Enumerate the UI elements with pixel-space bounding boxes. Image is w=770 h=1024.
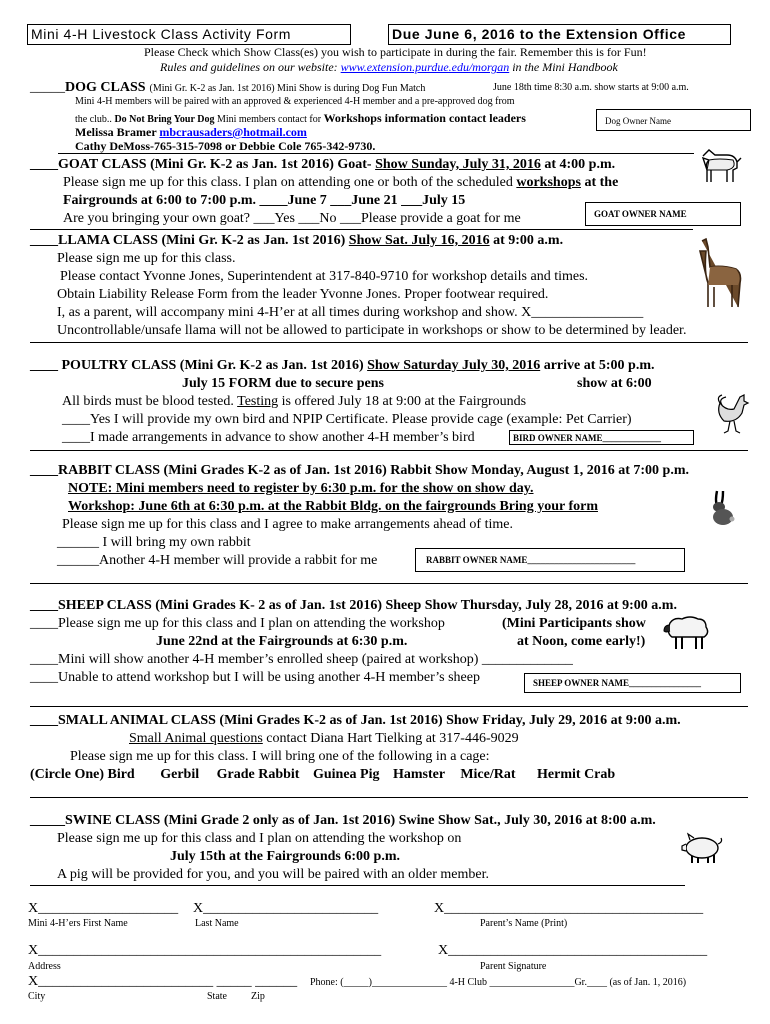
sheep-another-member: ____Mini will show another 4-H member’s enrolled sheep (paired at workshop) _____________	[30, 652, 573, 667]
divider	[30, 342, 748, 343]
address-field[interactable]: X_________________________________________________	[28, 943, 382, 958]
address-label: Address	[28, 961, 61, 972]
leader-email-link[interactable]: mbcrausaders@hotmail.com	[159, 125, 307, 139]
parent-signature-field[interactable]: X_____________________________________	[438, 943, 708, 958]
last-name-label: Last Name	[195, 918, 239, 929]
divider	[30, 706, 748, 707]
dog-time: June 18th time 8:30 a.m. show starts at 9:00 a.m.	[493, 82, 689, 93]
divider	[30, 797, 748, 798]
parent-signature-label: Parent Signature	[480, 961, 547, 972]
sheep-class-heading: ____SHEEP CLASS (Mini Grades K- 2 as of Jan. 1st 2016) Sheep Show Thursday, July 28, 2016 at 9:00 a.m.	[30, 598, 677, 613]
small-animal-questions: Small Animal questions contact Diana Hart Tielking at 317-446-9029	[129, 731, 519, 746]
first-name-label: Mini 4-H’ers First Name	[28, 918, 128, 929]
header-instructions: Please Check which Show Class(es) you wish to participate in during the fair. Remember this is for Fun!	[144, 45, 647, 59]
website-link[interactable]: www.extension.purdue.edu/morgan	[340, 60, 510, 74]
swine-class-heading: _____SWINE CLASS (Mini Grade 2 only as of Jan. 1st 2016) Swine Show Sat., July 30, 2016 at 8:00 a.m.	[30, 813, 656, 828]
poultry-own-bird: ____Yes I will provide my own bird and NPIP Certificate. Please provide cage (example: Pet Carrier)	[62, 412, 632, 427]
llama-icon	[692, 237, 748, 309]
divider	[58, 153, 694, 154]
option-hermit-crab[interactable]: Hermit Crab	[537, 767, 616, 782]
poultry-form-due: July 15 FORM due to secure pens	[182, 376, 384, 391]
pig-icon	[678, 832, 724, 866]
sheep-unable: ____Unable to attend workshop but I will be using another 4-H member’s sheep	[30, 670, 480, 685]
rooster-icon	[714, 393, 752, 437]
goat-workshops: Fairgrounds at 6:00 to 7:00 p.m. ____June 7 ___June 21 ___July 15	[63, 193, 466, 208]
rabbit-sign-up: Please sign me up for this class and I agree to make arrangements ahead of time.	[62, 517, 513, 532]
rabbit-workshop: Workshop: June 6th at 6:30 p.m. at the Rabbit Bldg. on the fairgrounds Bring your form	[68, 499, 598, 514]
parent-name-field[interactable]: X_____________________________________	[434, 901, 704, 916]
llama-info-2: Please contact Yvonne Jones, Superintendent at 317-840-9710 for workshop details and times.	[60, 269, 589, 284]
due-date: Due June 6, 2016 to the Extension Office	[388, 24, 731, 45]
option-hamster[interactable]: Hamster	[392, 767, 445, 782]
divider	[30, 583, 748, 584]
first-name-field[interactable]: X____________________	[28, 901, 179, 916]
llama-class-heading: ____LLAMA CLASS (Mini Gr. K-2 as Jan. 1st 2016) Show Sat. July 16, 2016 at 9:00 a.m.	[30, 233, 564, 248]
llama-info-1: Please sign me up for this class.	[57, 251, 236, 266]
header-website-line: Rules and guidelines on our website: www.extension.purdue.edu/morgan in the Mini Handbook	[160, 60, 618, 74]
city-state-zip-field[interactable]: X_________________________ _____ ______	[28, 974, 298, 989]
small-animal-sign-up: Please sign me up for this class. I will bring one of the following in a cage:	[70, 749, 490, 764]
dog-class-heading: _____DOG CLASS (Mini Gr. K-2 as Jan. 1st 2016) Mini Show is during Dog Fun Match	[30, 80, 426, 95]
sheep-noon: at Noon, come early!)	[517, 634, 646, 649]
divider	[30, 885, 685, 886]
rabbit-note: NOTE: Mini members need to register by 6:30 p.m. for the show on show day.	[68, 481, 534, 496]
sheep-workshop-date: June 22nd at the Fairgrounds at 6:30 p.m.	[156, 634, 408, 649]
goat-info-1: Please sign me up for this class. I plan on attending one or both of the scheduled workshops at the	[63, 175, 619, 190]
parent-name-label: Parent’s Name (Print)	[480, 918, 568, 929]
rabbit-icon	[705, 489, 737, 527]
option-gerbil[interactable]: Gerbil	[160, 767, 200, 782]
goat-icon	[697, 146, 743, 186]
option-grade-rabbit[interactable]: Grade Rabbit	[216, 767, 300, 782]
dog-leader-1: Melissa Bramer mbcrausaders@hotmail.com	[75, 125, 307, 139]
dog-owner-name-field[interactable]: Dog Owner Name	[596, 109, 751, 131]
state-label: State	[207, 991, 227, 1002]
option-guinea-pig[interactable]: Guinea Pig	[312, 767, 380, 782]
divider	[30, 229, 693, 230]
swine-info: A pig will be provided for you, and you will be paired with an older member.	[57, 867, 489, 882]
rabbit-class-heading: ____RABBIT CLASS (Mini Grades K-2 as of Jan. 1st 2016) Rabbit Show Monday, August 1, 2016 at 7:00 p.m.	[30, 463, 689, 478]
rabbit-own: ______ I will bring my own rabbit	[57, 535, 251, 550]
poultry-another-bird: ____I made arrangements in advance to show another 4-H member’s bird	[62, 430, 475, 445]
dog-info-1: Mini 4-H members will be paired with an approved & experienced 4-H member and a pre-approved dog from	[75, 96, 515, 107]
swine-workshop-date: July 15th at the Fairgrounds 6:00 p.m.	[170, 849, 400, 864]
form-title: Mini 4-H Livestock Class Activity Form	[27, 24, 351, 45]
sheep-owner-name-field[interactable]: SHEEP OWNER NAME________________	[524, 673, 741, 693]
poultry-testing: All birds must be blood tested. Testing is offered July 18 at 9:00 at the Fairgrounds	[62, 394, 527, 409]
dog-info-2: the club.. Do Not Bring Your Dog Mini members contact for Workshops information contact leaders	[75, 111, 526, 125]
sheep-icon	[662, 613, 712, 653]
poultry-class-heading: ____ POULTRY CLASS (Mini Gr. K-2 as Jan. 1st 2016) Show Saturday July 30, 2016 arrive at 5:00 p.m.	[30, 358, 655, 373]
goat-owner-name-field[interactable]: GOAT OWNER NAME	[585, 202, 741, 226]
small-animal-class-heading: ____SMALL ANIMAL CLASS (Mini Grades K-2 as of Jan. 1st 2016) Show Friday, July 29, 2016 at 9:00 a.m.	[30, 713, 681, 728]
city-label: City	[28, 991, 46, 1002]
llama-info-3: Obtain Liability Release Form from the leader Yvonne Jones. Proper footwear required.	[57, 287, 549, 302]
zip-label: Zip	[251, 991, 265, 1002]
rabbit-provided: ______Another 4-H member will provide a rabbit for me	[57, 553, 378, 568]
swine-sign-up: Please sign me up for this class and I plan on attending the workshop on	[57, 831, 462, 846]
small-animal-options	[30, 767, 615, 783]
sheep-sign-up: ____Please sign me up for this class and I plan on attending the workshop	[30, 616, 445, 631]
llama-parent-consent: I, as a parent, will accompany mini 4-H’er at all times during workshop and show. X________________	[57, 305, 644, 320]
goat-class-heading: ____GOAT CLASS (Mini Gr. K-2 as Jan. 1st 2016) Goat- Show Sunday, July 31, 2016 at 4:00 p.m.	[30, 157, 616, 172]
dog-leader-2: Cathy DeMoss-765-315-7098 or Debbie Cole 765-342-9730.	[75, 139, 376, 153]
option-mice-rat[interactable]: Mice/Rat	[460, 767, 516, 782]
divider	[30, 450, 748, 451]
llama-info-5: Uncontrollable/unsafe llama will not be allowed to participate in workshops or show to be determined by leader.	[57, 323, 687, 338]
bird-owner-name-field[interactable]: BIRD OWNER NAME_____________	[509, 430, 694, 445]
phone-club-grade-line[interactable]: Phone: (_____)_______________ 4-H Club _________________Gr.____ (as of Jan. 1, 2016)	[310, 977, 687, 988]
last-name-field[interactable]: X_________________________	[193, 901, 379, 916]
rabbit-owner-name-field[interactable]: RABBIT OWNER NAME________________________	[415, 548, 685, 572]
goat-question: Are you bringing your own goat? ___Yes ___No ___Please provide a goat for me	[63, 211, 521, 226]
poultry-show-time: show at 6:00	[577, 376, 652, 391]
option-bird[interactable]: (Circle One) Bird	[30, 767, 135, 782]
sheep-participants-show: (Mini Participants show	[502, 616, 646, 631]
